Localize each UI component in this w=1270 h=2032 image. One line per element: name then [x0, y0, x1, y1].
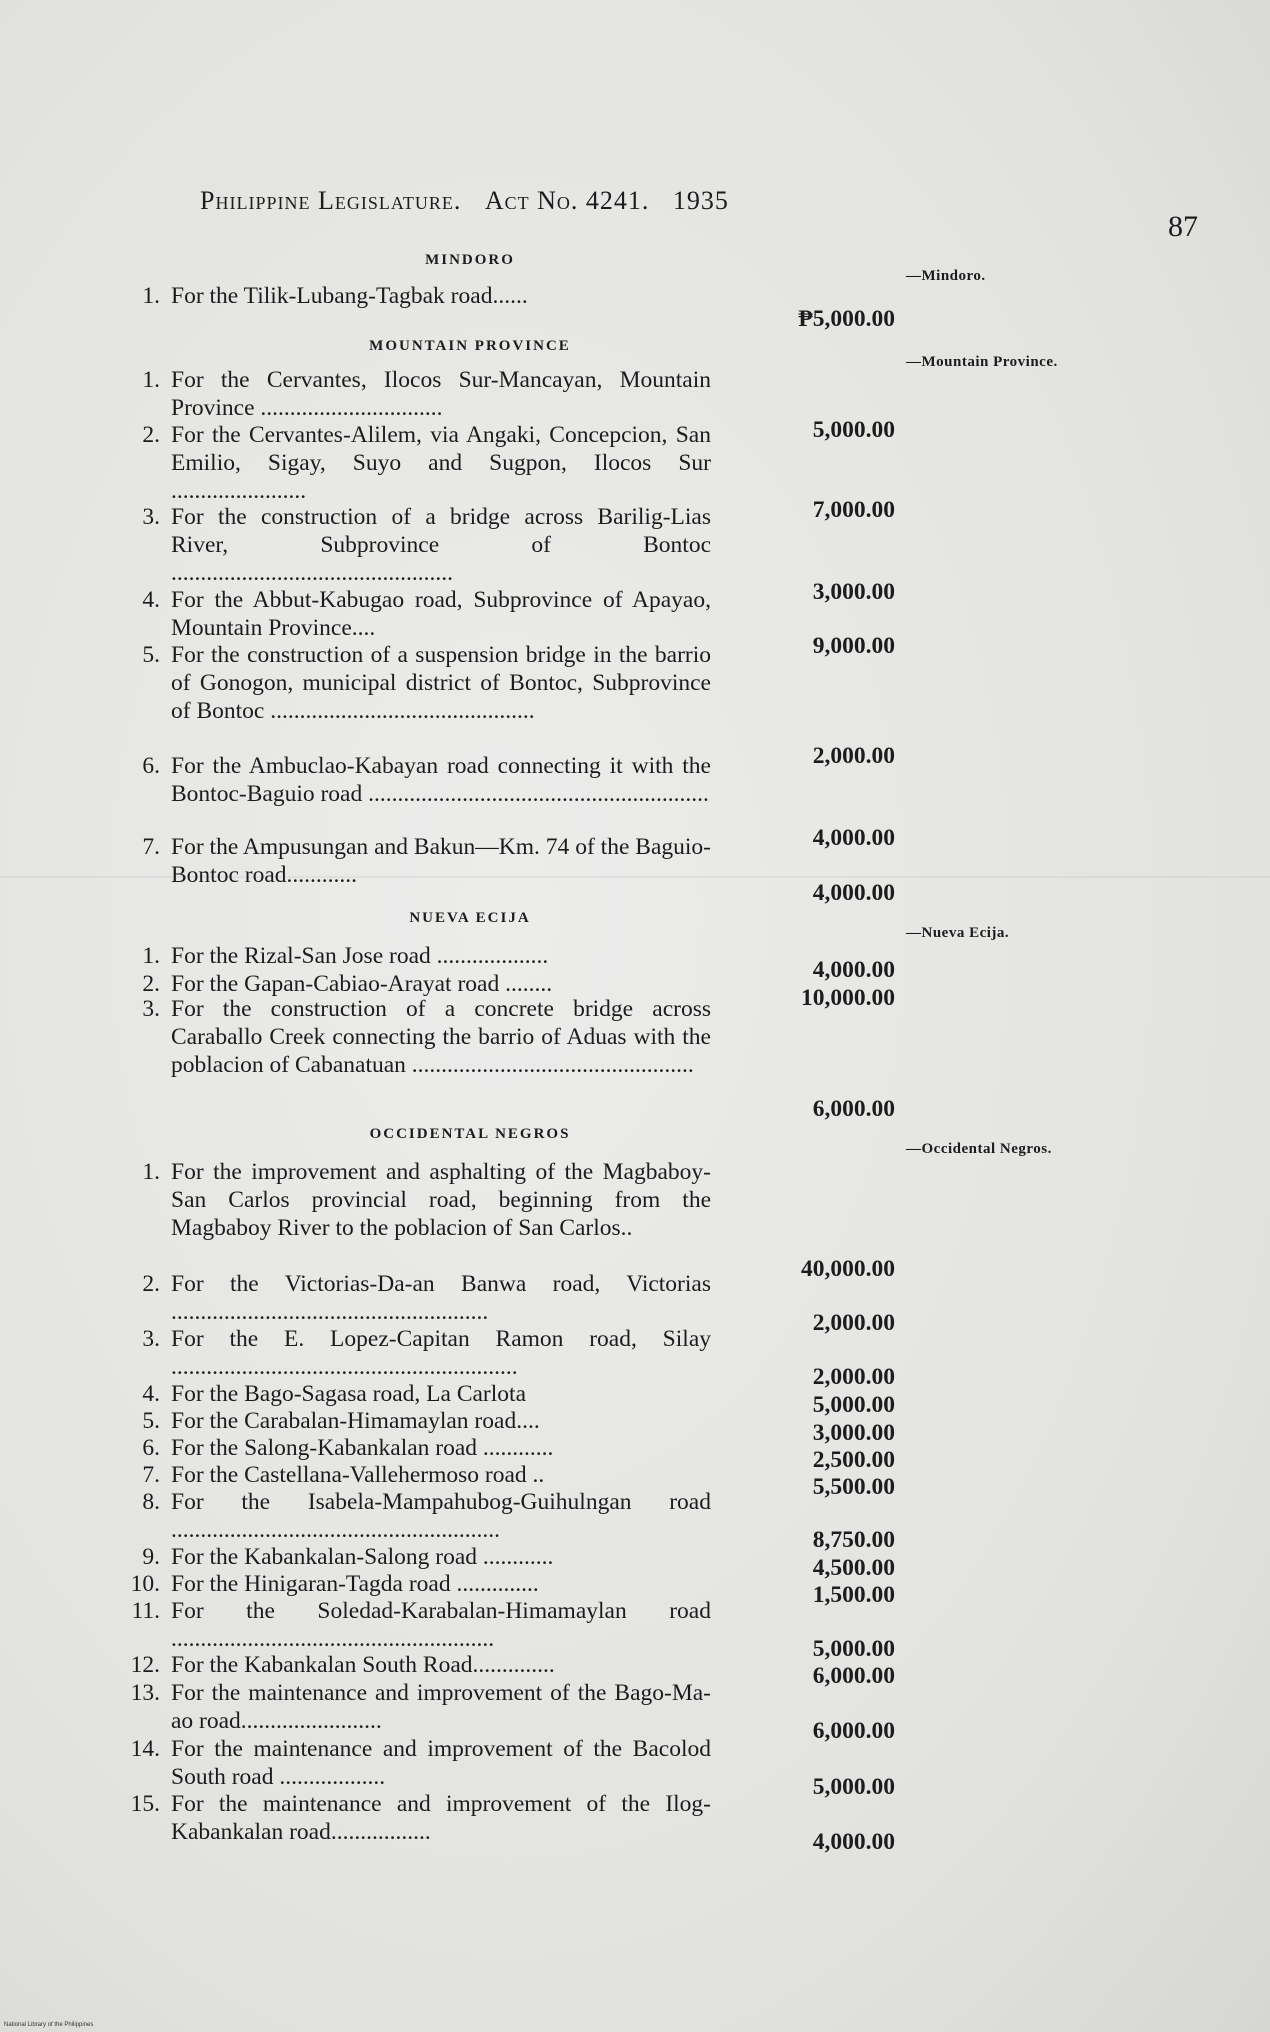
item-amount: 6,000.00	[812, 1663, 895, 1689]
item-amount: 5,000.00	[812, 1636, 895, 1662]
appropriation-item	[100, 1488, 712, 1543]
header-legislature: Philippine Legislature.	[200, 186, 462, 215]
item-description: For the Ambuclao-Kabayan road connecting it with the Bontoc-Baguio road ..........................................................	[171, 753, 711, 807]
item-description: For the Ampusungan and Bakun—Km. 74 of the Baguio-Bontoc road............	[171, 834, 711, 888]
header-act: Act No. 4241.	[484, 186, 650, 215]
item-description: For the Abbut-Kabugao road, Subprovince of Apayao, Mountain Province....	[171, 587, 711, 641]
section-heading: MOUNTAIN PROVINCE	[369, 338, 571, 354]
item-description: For the Cervantes-Alilem, via Angaki, Concepcion, San Emilio, Sigay, Suyo and Sugpon, Ilocos Sur .......................	[171, 422, 711, 504]
item-amount: 6,000.00	[812, 1718, 895, 1744]
item-amount: 4,000.00	[812, 825, 895, 851]
item-number: 9.	[142, 1544, 160, 1570]
appropriation-item	[100, 1325, 712, 1380]
appropriation-item	[100, 752, 712, 807]
item-amount: 7,000.00	[812, 497, 895, 523]
appropriation-item	[100, 833, 712, 888]
page-number: 87	[1168, 210, 1198, 243]
item-amount: 8,750.00	[812, 1527, 895, 1553]
item-amount: 4,000.00	[812, 957, 895, 983]
section-heading: MINDORO	[425, 252, 515, 268]
section-heading: OCCIDENTAL NEGROS	[369, 1126, 571, 1142]
appropriation-item	[100, 1270, 712, 1325]
item-number: 7.	[142, 834, 160, 860]
item-number: 1.	[142, 283, 160, 309]
item-description: For the improvement and asphalting of the Magbaboy-San Carlos provincial road, beginning from the Magbaboy River to the poblacion of San Carlos..	[171, 1159, 711, 1241]
item-number: 8.	[142, 1489, 160, 1515]
item-amount: 5,500.00	[812, 1474, 895, 1500]
item-amount: 2,000.00	[812, 1310, 895, 1336]
item-number: 6.	[142, 1435, 160, 1461]
item-amount: ₱5,000.00	[798, 306, 895, 332]
item-description: For the Rizal-San Jose road ...................	[171, 943, 549, 969]
item-amount: 5,000.00	[812, 1774, 895, 1800]
item-amount: 6,000.00	[812, 1096, 895, 1122]
footer-note: National Library of the Philippines	[4, 2022, 94, 2028]
item-number: 12.	[130, 1652, 160, 1678]
appropriation-item	[100, 366, 712, 421]
item-description: For the Victorias-Da-an Banwa road, Victorias ......................................................	[171, 1271, 711, 1325]
appropriation-item	[100, 995, 712, 1078]
item-description: For the Salong-Kabankalan road ............	[171, 1435, 554, 1461]
appropriation-item	[100, 1735, 712, 1790]
section-heading: NUEVA ECIJA	[409, 910, 531, 926]
item-description: For the Carabalan-Himamaylan road....	[171, 1408, 540, 1434]
item-description: For the Bago-Sagasa road, La Carlota	[171, 1381, 527, 1407]
appropriation-item	[100, 1158, 712, 1241]
item-description: For the E. Lopez-Capitan Ramon road, Silay ...........................................................	[171, 1326, 711, 1380]
running-header	[200, 186, 745, 216]
item-amount: 5,000.00	[812, 417, 895, 443]
item-description: For the construction of a concrete bridge across Caraballo Creek connecting the barrio of Aduas with the poblacion of Cabanatuan ................................................	[171, 996, 711, 1078]
item-amount: 4,000.00	[812, 880, 895, 906]
appropriation-item	[100, 503, 712, 586]
item-number: 10.	[130, 1571, 160, 1597]
item-description: For the maintenance and improvement of the Ilog-Kabankalan road.................	[171, 1791, 711, 1845]
item-number: 4.	[142, 1381, 160, 1407]
item-number: 2.	[142, 422, 160, 448]
item-description: For the maintenance and improvement of the Bago-Ma-ao road........................	[171, 1680, 711, 1734]
item-amount: 2,000.00	[812, 1364, 895, 1390]
item-number: 4.	[142, 587, 160, 613]
item-number: 3.	[142, 504, 160, 530]
item-description: For the Cervantes, Ilocos Sur-Mancayan, Mountain Province ...............................	[171, 367, 711, 421]
item-number: 5.	[142, 1408, 160, 1434]
margin-note: —Mountain Province.	[906, 354, 1058, 370]
appropriation-item	[100, 282, 712, 334]
appropriation-item	[100, 1679, 712, 1734]
item-number: 15.	[130, 1791, 160, 1817]
item-description: For the construction of a bridge across Barilig-Lias River, Subprovince of Bontoc ................................................	[171, 504, 711, 586]
item-description: For the Isabela-Mampahubog-Guihulngan road ........................................................	[171, 1489, 711, 1543]
item-number: 5.	[142, 642, 160, 668]
header-year: 1935	[672, 186, 729, 215]
item-amount: 1,500.00	[812, 1582, 895, 1608]
item-number: 1.	[142, 943, 160, 969]
appropriation-item	[100, 641, 712, 724]
item-amount: 3,000.00	[812, 579, 895, 605]
item-number: 2.	[142, 971, 160, 997]
appropriation-item	[100, 586, 712, 641]
item-number: 6.	[142, 753, 160, 779]
item-amount: 2,000.00	[812, 743, 895, 769]
item-number: 3.	[142, 1326, 160, 1352]
item-amount: 10,000.00	[801, 985, 895, 1011]
item-number: 3.	[142, 996, 160, 1022]
appropriation-item	[100, 1790, 712, 1845]
item-amount: 40,000.00	[801, 1256, 895, 1282]
margin-note: —Nueva Ecija.	[906, 925, 1010, 941]
item-number: 14.	[130, 1736, 160, 1762]
item-amount: 3,000.00	[812, 1420, 895, 1446]
item-description: For the Gapan-Cabiao-Arayat road ........	[171, 971, 553, 997]
item-description: For the construction of a suspension bridge in the barrio of Gonogon, municipal district of Bontoc, Subprovince of Bontoc .............................................	[171, 642, 711, 724]
item-description: For the Kabankalan-Salong road ............	[171, 1544, 554, 1570]
item-amount: 9,000.00	[812, 633, 895, 659]
item-amount: 4,000.00	[812, 1829, 895, 1855]
item-number: 1.	[142, 1159, 160, 1185]
item-number: 1.	[142, 367, 160, 393]
appropriation-item	[100, 421, 712, 504]
appropriation-item	[100, 1597, 712, 1652]
margin-note: —Occidental Negros.	[906, 1141, 1052, 1157]
item-number: 11.	[131, 1598, 160, 1624]
item-amount: 2,500.00	[812, 1447, 895, 1473]
item-description: For the Castellana-Vallehermoso road ..	[171, 1462, 545, 1488]
item-description: For the Soledad-Karabalan-Himamaylan road .......................................................	[171, 1598, 711, 1652]
item-description: For the Tilik-Lubang-Tagbak road......	[171, 283, 528, 309]
margin-note: —Mindoro.	[906, 268, 986, 284]
item-description: For the Kabankalan South Road..............	[171, 1652, 555, 1678]
item-amount: 5,000.00	[812, 1392, 895, 1418]
item-number: 7.	[142, 1462, 160, 1488]
item-description: For the Hinigaran-Tagda road ..............	[171, 1571, 539, 1597]
item-description: For the maintenance and improvement of the Bacolod South road ..................	[171, 1736, 711, 1790]
item-number: 13.	[130, 1680, 160, 1706]
item-amount: 4,500.00	[812, 1555, 895, 1581]
item-number: 2.	[142, 1271, 160, 1297]
